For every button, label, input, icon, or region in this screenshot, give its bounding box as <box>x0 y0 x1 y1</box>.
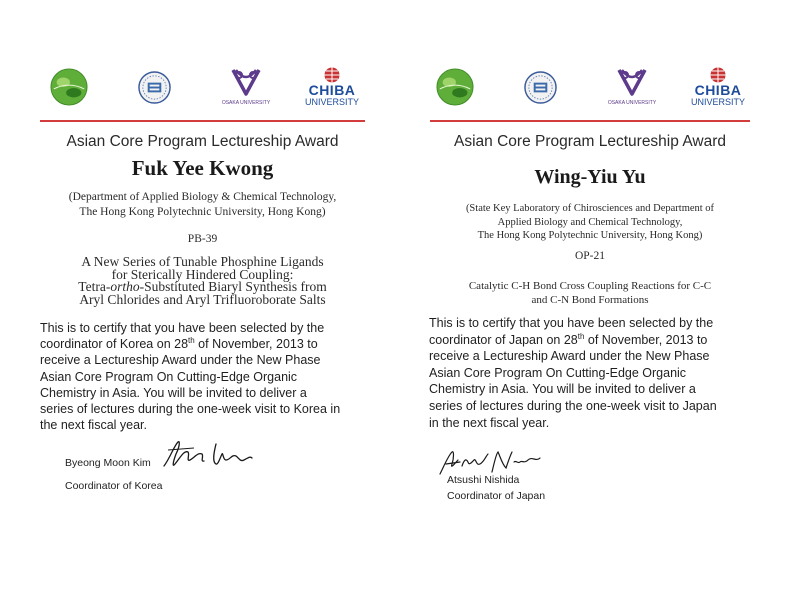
body-line <box>40 336 365 352</box>
chiba-logo-text-sub: UNIVERSITY <box>690 97 745 107</box>
signer-role: Coordinator of Korea <box>65 480 163 492</box>
osaka-logo-text: OSAKA UNIVERSITY <box>221 100 271 106</box>
body-line: the next fiscal year. <box>40 418 148 433</box>
paper-title <box>40 256 365 306</box>
award-title: Asian Core Program Lectureship Award <box>454 133 726 150</box>
body-fragment: of November, 2013 to <box>584 332 708 347</box>
paper-title-fragment: Tetra- <box>78 279 111 295</box>
body-line: receive a Lectureship Award under the New Phase <box>40 353 321 368</box>
osaka-emblem-icon <box>218 66 274 100</box>
logo-row <box>432 66 747 114</box>
paper-title-line: Aryl Chlorides and Aryl Trifluoroborate Salts <box>79 291 326 307</box>
body-line: in the next fiscal year. <box>429 415 550 430</box>
globe-logo-icon <box>50 68 88 106</box>
paper-title-line: for Sterically Hindered Coupling: <box>111 266 294 282</box>
affiliation-line: (State Key Laboratory of Chirosciences and Department of <box>465 203 715 214</box>
body-line: Asian Core Program On Cutting-Edge Organic <box>40 369 298 384</box>
chiba-university-logo <box>300 67 364 111</box>
osaka-emblem-icon <box>604 66 660 100</box>
paper-title <box>430 279 750 307</box>
body-line: series of lectures during the one-week visit to Japan <box>429 398 717 413</box>
affiliation-line: The Hong Kong Polytechnic University, Hong Kong) <box>79 206 326 218</box>
osaka-logo-text: OSAKA UNIVERSITY <box>607 100 657 106</box>
university-seal-icon <box>524 71 557 104</box>
certification-text <box>40 320 365 433</box>
chiba-logo-text-main: CHIBA <box>694 82 742 98</box>
presentation-code: PB-39 <box>187 233 218 245</box>
body-line <box>429 332 751 349</box>
award-title: Asian Core Program Lectureship Award <box>66 133 339 150</box>
ordinal-suffix: th <box>577 331 585 341</box>
chiba-emblem-icon <box>686 67 750 83</box>
header-divider <box>40 120 365 122</box>
ordinal-suffix: th <box>188 336 195 346</box>
chiba-logo-text-main: CHIBA <box>308 82 356 98</box>
affiliation-line: Applied Biology and Chemical Technology, <box>497 216 683 228</box>
paper-title-fragment: -Substituted Biaryl Synthesis from <box>139 279 327 295</box>
body-line: This is to certify that you have been selected by the <box>429 316 714 330</box>
body-fragment: coordinator of Korea on 28 <box>40 337 189 352</box>
globe-logo-icon <box>436 68 474 106</box>
body-fragment: of November, 2013 to <box>194 337 318 352</box>
signer-role: Coordinator of Japan <box>447 490 546 502</box>
presentation-code: OP-21 <box>574 250 606 262</box>
paper-title-line: and C-N Bond Formations <box>531 294 649 306</box>
body-line: Asian Core Program On Cutting-Edge Organic <box>429 365 687 380</box>
recipient-affiliation <box>40 190 365 220</box>
affiliation-line: The Hong Kong Polytechnic University, Hong Kong) <box>477 230 703 241</box>
recipient-name: Fuk Yee Kwong <box>131 156 274 180</box>
logo-row <box>46 66 364 114</box>
certification-text <box>429 315 751 431</box>
chiba-logo-text-sub: UNIVERSITY <box>304 97 359 107</box>
paper-title-italic: ortho <box>110 279 140 295</box>
osaka-university-logo <box>604 66 660 110</box>
body-line: Chemistry in Asia. You will be invited to deliver a <box>429 382 696 397</box>
header-divider <box>430 120 750 122</box>
paper-title-line: A New Series of Tunable Phosphine Ligands <box>81 254 324 269</box>
paper-title-line: Catalytic C-H Bond Cross Coupling Reactions for C-C <box>468 280 712 292</box>
osaka-university-logo <box>218 66 274 110</box>
affiliation-line: (Department of Applied Biology & Chemical Technology, <box>68 191 337 203</box>
body-line: receive a Lectureship Award under the New Phase <box>429 349 710 364</box>
signer-name: Byeong Moon Kim <box>65 457 151 469</box>
university-seal-icon <box>138 71 171 104</box>
body-line: This is to certify that you have been selected by the <box>40 321 325 335</box>
handwritten-signature-icon <box>160 436 255 476</box>
chiba-university-logo <box>686 67 750 111</box>
signer-name: Atsushi Nishida <box>447 474 520 486</box>
recipient-affiliation <box>430 202 750 243</box>
certificate-yu <box>400 0 800 600</box>
recipient-name: Wing-Yiu Yu <box>534 166 646 188</box>
body-line: Chemistry in Asia. You will be invited to deliver a <box>40 385 307 400</box>
body-fragment: coordinator of Japan on 28 <box>429 332 578 347</box>
body-line: series of lectures during the one-week visit to Korea in <box>40 402 341 417</box>
chiba-emblem-icon <box>300 67 364 83</box>
